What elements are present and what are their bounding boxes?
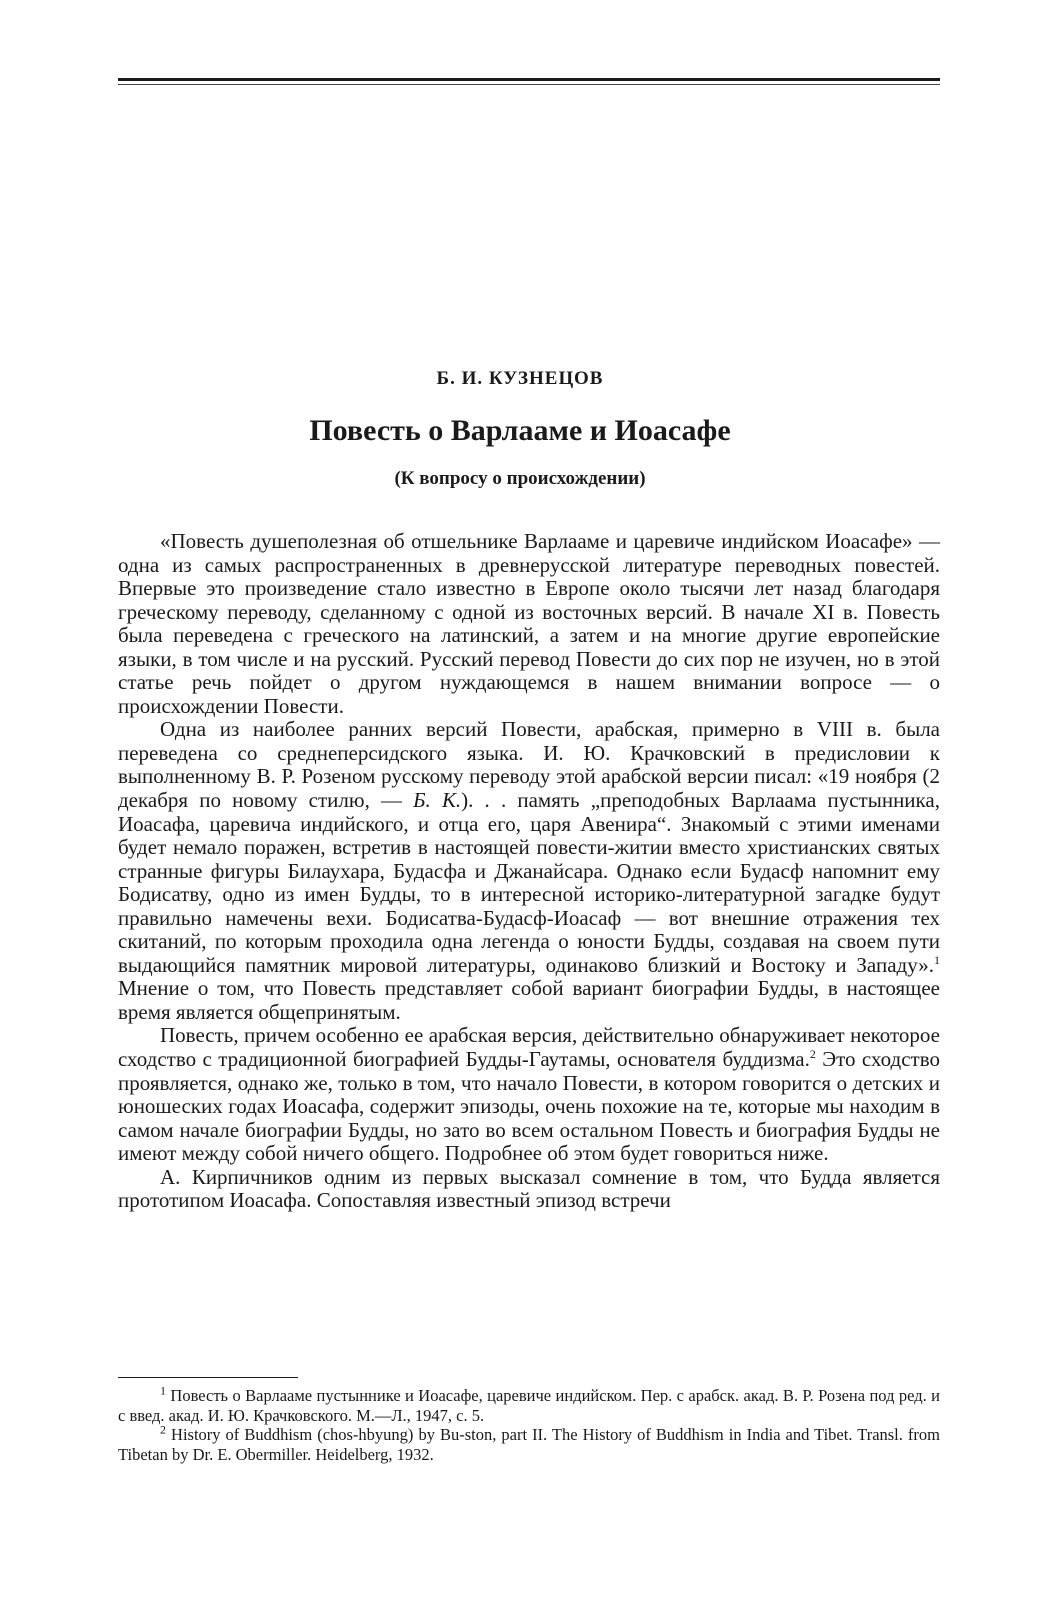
paragraph-2-part-2: ). . . память „преподобных Варлаама пустынника, Иоасафа, царевича индийского, и отца его, царя Авенира“. Знакомый с этими именами будет немало поражен, встретив в настоящей повести-житии вместо христианских святых странные фигуры Билаухара, Будасфа и Джанайсара. Однако если Будасф напомнит ему Бодисатву, одно из имен Будды, то в интересной историко-литературной загадке будут правильно намечены вехи. Бодисатва-Будасф-Иоасаф — вот внешние отражения тех скитаний, по которым проходила одна легенда о юности Будды, создавая на своем пути выдающийся памятник мировой литературы, одинаково близкий и Востоку и Западу».	[118, 788, 940, 977]
footnote-1	[118, 1383, 940, 1425]
paragraph-3-part-1: Повесть, причем особенно ее арабская версия, действительно обнаруживает некоторое сходство с традиционной биографией Будды-Гаутамы, основателя буддизма.	[118, 1023, 940, 1072]
footnote-separator	[118, 1377, 298, 1378]
paragraph-3	[118, 1024, 940, 1165]
header-rule-thick	[118, 78, 940, 81]
footnote-ref-2[interactable]: 2	[809, 1047, 816, 1062]
paragraph-2-part-3: Мнение о том, что Повесть представляет собой вариант биографии Будды, в настоящее время является общепринятым.	[118, 976, 940, 1024]
footnote-2-text: History of Buddhism (chos-hbyung) by Bu-ston, part II. The History of Buddhism in India and Tibet. Transl. from Tibetan by Dr. E. Obermiller. Heidelberg, 1932.	[118, 1425, 940, 1464]
paragraph-2	[118, 718, 940, 1024]
footnotes	[118, 1383, 940, 1464]
footnote-2	[118, 1422, 940, 1464]
paragraph-3-part-2: Это сходство проявляется, однако же, только в том, что начало Повести, в котором говорится о детских и юношеских годах Иоасафа, содержит эпизоды, очень похожие на те, которые мы находим в самом начале биографии Будды, но зато во всем остальном Повесть и биография Будды не имеют между собой ничего общего. Подробнее об этом будет говориться ниже.	[118, 1047, 940, 1166]
article-subtitle: (К вопросу о происхождении)	[394, 468, 646, 489]
author-initials: Б. К.	[413, 788, 462, 813]
paragraph-4: А. Кирпичников одним из первых высказал сомнение в том, что Будда является прототипом Иоасафа. Сопоставляя известный эпизод встречи	[118, 1164, 940, 1213]
author-name: Б. И. КУЗНЕЦОВ	[436, 368, 604, 389]
article-title: Повесть о Варлааме и Иоасафе	[309, 414, 731, 447]
header-rule-thin	[118, 84, 940, 85]
paragraph-2-part-1: Одна из наиболее ранних версий Повести, арабская, примерно в VIII в. была переведена со среднеперсидского языка. И. Ю. Крачковский в предисловии к выполненному В. Р. Розеном русскому переводу этой арабской версии писал: «19 ноября (2 декабря по новому стилю, —	[118, 717, 940, 813]
footnote-1-text: Повесть о Варлааме пустыннике и Иоасафе, царевиче индийском. Пер. с арабск. акад. В. Р. Розена под ред. и с введ. акад. И. Ю. Крачковского. М.—Л., 1947, с. 5.	[118, 1386, 940, 1425]
footnote-ref-1[interactable]: 1	[934, 952, 940, 967]
article-body	[118, 530, 940, 1213]
footnote-2-mark: 2	[160, 1422, 166, 1437]
paragraph-1: «Повесть душеполезная об отшельнике Варлааме и царевиче индийском Иоасафе» — одна из самых распространенных в древнерусской литературе переводных повестей. Впервые это произведение стало известно в Европе около тысячи лет назад благодаря греческому переводу, сделанному с одной из восточных версий. В начале XI в. Повесть была переведена с греческого на латинский, а затем и на многие другие европейские языки, в том числе и на русский. Русский перевод Повести до сих пор не изучен, но в этой статье речь пойдет о другом нуждающемся в нашем внимании вопросе — о происхождении Повести.	[118, 529, 940, 718]
footnote-1-mark: 1	[160, 1383, 166, 1398]
